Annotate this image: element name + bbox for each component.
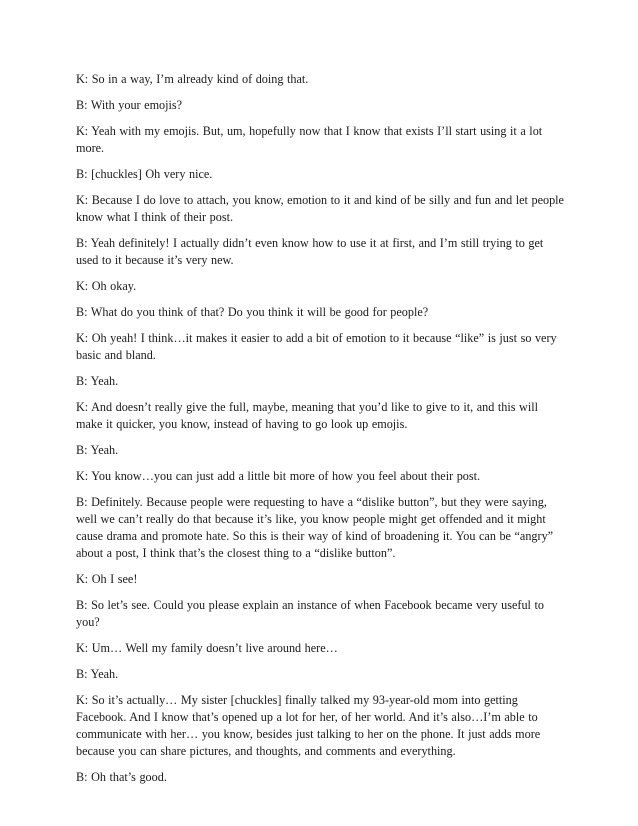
speaker-label: B: <box>76 667 88 681</box>
turn-text: Yeah. <box>90 443 119 457</box>
speaker-label: B: <box>76 443 88 457</box>
transcript-turn <box>76 330 564 364</box>
transcript-turn <box>76 597 564 631</box>
transcript-turn <box>76 692 564 760</box>
turn-text: Um… Well my family doesn’t live around here… <box>91 641 338 655</box>
interview-transcript <box>76 71 564 795</box>
transcript-turn <box>76 769 564 786</box>
speaker-label: K: <box>76 469 89 483</box>
transcript-turn <box>76 235 564 269</box>
turn-text: So in a way, I’m already kind of doing that. <box>91 72 309 86</box>
speaker-label: K: <box>76 193 89 207</box>
speaker-label: K: <box>76 279 89 293</box>
turn-text: Yeah. <box>90 667 119 681</box>
turn-text: Because I do love to attach, you know, emotion to it and kind of be silly and fun and let people know what I think of their post. <box>76 193 564 224</box>
turn-text: What do you think of that? Do you think it will be good for people? <box>90 305 429 319</box>
transcript-turn <box>76 442 564 459</box>
turn-text: Definitely. Because people were requesting to have a “dislike button”, but they were saying, well we can’t really do that because it’s like, you know people might get offended and it might cause drama and promote hate. So this is their way of kind of broadening it. You can be “angry” about a post, I think that’s the closest thing to a “dislike button”. <box>76 495 554 560</box>
transcript-turn <box>76 278 564 295</box>
turn-text: Oh that’s good. <box>91 770 167 784</box>
transcript-turn <box>76 399 564 433</box>
speaker-label: K: <box>76 331 89 345</box>
speaker-label: B: <box>76 495 88 509</box>
transcript-turn <box>76 71 564 88</box>
speaker-label: K: <box>76 400 89 414</box>
turn-text: Yeah. <box>90 374 119 388</box>
transcript-turn <box>76 640 564 657</box>
speaker-label: B: <box>76 305 88 319</box>
transcript-turn <box>76 97 564 114</box>
speaker-label: K: <box>76 693 89 707</box>
speaker-label: B: <box>76 374 88 388</box>
turn-text: Yeah definitely! I actually didn’t even know how to use it at first, and I’m still trying to get used to it because it’s very new. <box>76 236 544 267</box>
speaker-label: K: <box>76 124 89 138</box>
turn-text: Yeah with my emojis. But, um, hopefully now that I know that exists I’ll start using it a lot more. <box>76 124 543 155</box>
transcript-turn <box>76 166 564 183</box>
speaker-label: K: <box>76 72 89 86</box>
speaker-label: B: <box>76 98 88 112</box>
speaker-label: B: <box>76 236 88 250</box>
speaker-label: B: <box>76 770 88 784</box>
turn-text: Oh I see! <box>91 572 138 586</box>
speaker-label: B: <box>76 167 88 181</box>
turn-text: So it’s actually… My sister [chuckles] finally talked my 93-year-old mom into getting Facebook. And I know that’s opened up a lot for her, of her world. And it’s also…I’m able to communicate with her… you know, besides just talking to her on the phone. It just adds more because you can share pictures, and thoughts, and comments and everything. <box>76 693 541 758</box>
turn-text: Oh yeah! I think…it makes it easier to add a bit of emotion to it because “like” is just so very basic and bland. <box>76 331 557 362</box>
transcript-turn <box>76 304 564 321</box>
turn-text: And doesn’t really give the full, maybe, meaning that you’d like to give to it, and this will make it quicker, you know, instead of having to go look up emojis. <box>76 400 539 431</box>
transcript-turn <box>76 468 564 485</box>
speaker-label: K: <box>76 572 89 586</box>
speaker-label: K: <box>76 641 89 655</box>
turn-text: Oh okay. <box>91 279 137 293</box>
turn-text: So let’s see. Could you please explain an instance of when Facebook became very useful to you? <box>76 598 544 629</box>
turn-text: [chuckles] Oh very nice. <box>91 167 213 181</box>
transcript-turn <box>76 666 564 683</box>
transcript-turn <box>76 373 564 390</box>
turn-text: With your emojis? <box>90 98 183 112</box>
transcript-turn <box>76 571 564 588</box>
speaker-label: B: <box>76 598 88 612</box>
turn-text: You know…you can just add a little bit more of how you feel about their post. <box>91 469 481 483</box>
transcript-turn <box>76 123 564 157</box>
transcript-turn <box>76 494 564 562</box>
transcript-turn <box>76 192 564 226</box>
